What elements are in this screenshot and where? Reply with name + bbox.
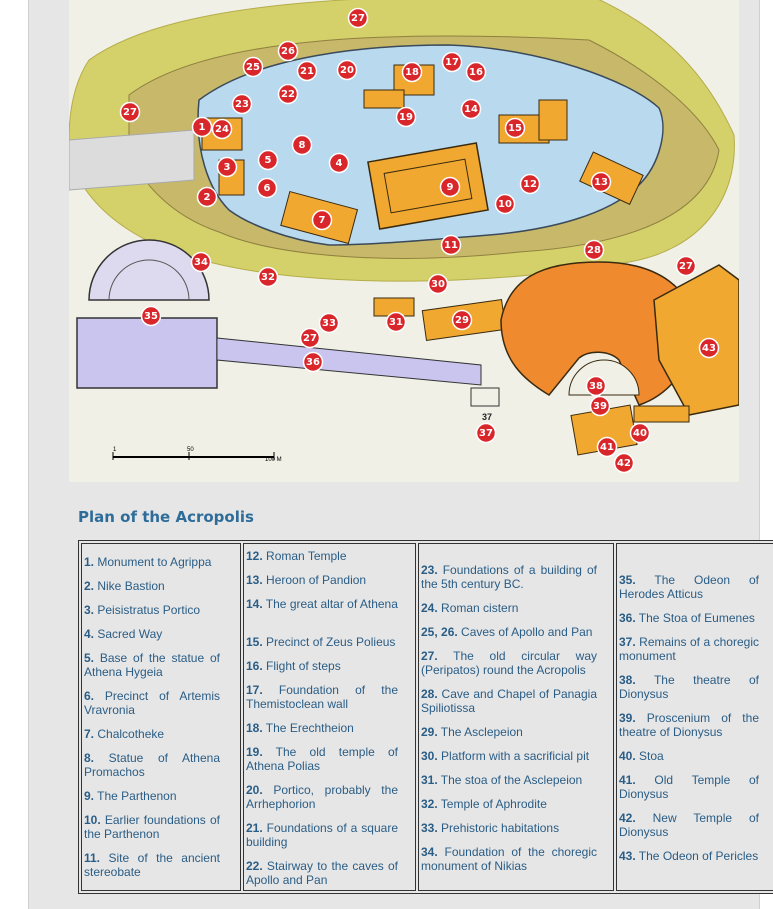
legend-entry-text: Site of the ancient stereobate (84, 851, 220, 879)
map-marker-23 (233, 95, 252, 114)
map-marker-33 (320, 314, 339, 333)
legend-entry-number: 10. (84, 813, 101, 827)
legend-entry-number: 11. (84, 851, 101, 865)
legend-entry (421, 725, 597, 739)
map-marker-41 (598, 438, 617, 457)
map-marker-label: 35 (144, 311, 158, 322)
legend-entry-number: 1. (84, 555, 95, 569)
legend-entry (84, 689, 220, 717)
map-marker-17 (443, 53, 462, 72)
map-marker-label: 9 (446, 182, 454, 193)
legend-entry-number: 2. (84, 579, 95, 593)
map-marker-3 (218, 158, 237, 177)
map-marker-label: 6 (263, 183, 271, 194)
legend-entry-text: Statue of Athena Promachos (84, 751, 220, 779)
legend-entry-text: New Temple of Dionysus (619, 811, 759, 839)
legend-entry-text: Cave and Chapel of Panagia Spiliotissa (421, 687, 597, 715)
legend-entry-text: The Erechtheion (262, 721, 354, 735)
legend-entry (246, 821, 398, 849)
legend-entry (421, 845, 597, 873)
legend-entry (84, 579, 220, 593)
legend-entry-number: 37. (619, 635, 636, 649)
legend-entry-text: Foundations of a square building (246, 821, 398, 849)
legend-entry (84, 751, 220, 779)
legend-entry-number: 14. (246, 597, 263, 611)
legend-entry-text: Old Temple of Dionysus (619, 773, 759, 801)
map-marker-label: 15 (508, 123, 522, 134)
legend-entry-number: 17. (246, 683, 263, 697)
map-marker-4 (330, 154, 349, 173)
map-marker-34 (192, 253, 211, 272)
map-marker-40 (631, 424, 650, 443)
map-marker-label: 10 (498, 199, 512, 210)
legend-entry-text: The great altar of Athena (262, 597, 398, 611)
legend-entry (421, 749, 597, 763)
map-plain-label: 37 (482, 412, 493, 422)
map-marker-27 (121, 103, 140, 122)
map-marker-18 (403, 63, 422, 82)
legend-entry-number: 41. (619, 773, 636, 787)
legend-entry-number: 13. (246, 573, 263, 587)
map-marker-label: 25 (246, 62, 260, 73)
legend-entry-number: 24. (421, 601, 438, 615)
legend-entry (421, 649, 597, 677)
map-marker-label: 37 (479, 428, 493, 439)
map-marker-35 (142, 307, 161, 326)
legend-entry (246, 745, 398, 773)
legend-entry (246, 597, 398, 611)
map-marker-26 (279, 42, 298, 61)
map-marker-label: 21 (300, 66, 314, 77)
map-marker-22 (279, 85, 298, 104)
legend-entry-number: 20. (246, 783, 263, 797)
legend-column-2 (244, 544, 415, 890)
map-marker-32 (259, 268, 278, 287)
legend-entry-text: The stoa of the Asclepeion (437, 773, 583, 787)
scale-label-mid: 50 (187, 447, 194, 453)
map-marker-27 (677, 257, 696, 276)
map-marker-16 (467, 63, 486, 82)
legend-entry (421, 687, 597, 715)
legend-entry (246, 549, 398, 563)
map-marker-11 (442, 236, 461, 255)
legend-entry-number: 22. (246, 859, 263, 873)
legend-entry-number: 12. (246, 549, 263, 563)
map-marker-label: 36 (306, 357, 320, 368)
legend-entry-text: Proscenium of the theatre of Dionysus (619, 711, 759, 739)
map-marker-12 (521, 175, 540, 194)
legend-entry (246, 659, 398, 673)
legend-entry (84, 627, 220, 641)
legend-entry-number: 40. (619, 749, 636, 763)
legend-table (78, 540, 773, 894)
legend-entry-number: 9. (84, 789, 95, 803)
legend-entry-text: Stoa (635, 749, 664, 763)
legend-entry-text: Foundation of the choregic monument of Nikias (421, 845, 597, 873)
legend-entry-text: The Parthenon (94, 789, 177, 803)
legend-entry-text: The Odeon of Herodes Atticus (619, 573, 759, 601)
map-marker-9 (441, 178, 460, 197)
map-marker-label: 18 (405, 67, 419, 78)
legend-entry-text: Chalcotheke (94, 727, 165, 741)
map-marker-label: 30 (431, 279, 445, 290)
map-marker-label: 13 (594, 177, 608, 188)
map-marker-label: 20 (340, 65, 354, 76)
legend-entry-number: 27. (421, 649, 438, 663)
acropolis-plan-map (69, 0, 739, 482)
legend-entry-text: The Stoa of Eumenes (635, 611, 755, 625)
legend-entry-text: Peisistratus Portico (94, 603, 201, 617)
legend-entry-text: Roman Temple (262, 549, 347, 563)
legend-entry-text: Precinct of Zeus Polieus (262, 635, 396, 649)
legend-entry-number: 6. (84, 689, 95, 703)
map-marker-14 (462, 100, 481, 119)
legend-entry-text: The theatre of Dionysus (619, 673, 759, 701)
map-marker-10 (496, 195, 515, 214)
legend-entry (619, 849, 759, 863)
legend-entry (246, 573, 398, 587)
legend-entry (84, 813, 220, 841)
map-marker-36 (304, 353, 323, 372)
legend-entry (421, 821, 597, 835)
map-marker-label: 27 (303, 333, 317, 344)
legend-entry-number: 19. (246, 745, 263, 759)
legend-entry-number: 30. (421, 749, 438, 763)
map-marker-27 (349, 9, 368, 28)
map-marker-label: 12 (523, 179, 537, 190)
legend-entry (421, 625, 597, 639)
map-marker-label: 2 (203, 192, 211, 203)
legend-entry-number: 5. (84, 651, 95, 665)
scale-label-end: 100 M (265, 457, 282, 463)
legend-entry (84, 851, 220, 879)
legend-entry (246, 683, 398, 711)
legend-entry (619, 749, 759, 763)
legend-entry-text: The Odeon of Pericles (635, 849, 759, 863)
map-marker-label: 23 (235, 99, 249, 110)
page-panel (28, 0, 760, 909)
map-marker-37 (477, 424, 496, 443)
map-marker-42 (615, 454, 634, 473)
map-marker-21 (298, 62, 317, 81)
legend-entry-text: Foundation of the Themistoclean wall (246, 683, 398, 711)
map-marker-20 (338, 61, 357, 80)
legend-entry-text: Heroon of Pandion (262, 573, 367, 587)
legend-entry (246, 783, 398, 811)
legend-entry-text: Remains of a choregic monument (619, 635, 759, 663)
legend-entry-number: 7. (84, 727, 95, 741)
map-marker-label: 8 (298, 140, 306, 151)
map-marker-label: 38 (589, 381, 603, 392)
legend-entry (84, 789, 220, 803)
legend-entry-number: 15. (246, 635, 263, 649)
legend-entry-text: The old temple of Athena Polias (246, 745, 398, 773)
legend-entry-number: 29. (421, 725, 438, 739)
map-marker-2 (198, 188, 217, 207)
legend-entry-number: 21. (246, 821, 263, 835)
legend-entry (246, 859, 398, 887)
map-marker-label: 42 (617, 458, 631, 469)
map-marker-6 (258, 179, 277, 198)
map-marker-7 (313, 211, 332, 230)
legend-entry-text: The Asclepeion (437, 725, 523, 739)
legend-entry (421, 601, 597, 615)
legend-entry-number: 23. (421, 563, 438, 577)
legend-entry (619, 573, 759, 601)
legend-entry (619, 673, 759, 701)
legend-entry-text: Caves of Apollo and Pan (457, 625, 593, 639)
legend-entry-text: Sacred Way (94, 627, 163, 641)
legend-column-3 (419, 544, 613, 890)
page-title: Plan of the Acropolis (78, 508, 254, 526)
map-marker-label: 24 (215, 124, 229, 135)
map-marker-25 (244, 58, 263, 77)
map-marker-13 (592, 173, 611, 192)
map-marker-1 (193, 118, 212, 137)
map-marker-label: 31 (389, 317, 403, 328)
map-marker-label: 19 (399, 112, 413, 123)
legend-entry-text: Flight of steps (262, 659, 341, 673)
map-marker-label: 1 (198, 122, 206, 133)
map-marker-label: 11 (444, 240, 458, 251)
legend-entry-number: 33. (421, 821, 438, 835)
legend-entry-number: 36. (619, 611, 636, 625)
map-marker-label: 28 (587, 245, 601, 256)
map-marker-label: 39 (593, 401, 607, 412)
map-marker-31 (387, 313, 406, 332)
map-marker-27 (301, 329, 320, 348)
map-marker-label: 14 (464, 104, 478, 115)
map-marker-label: 26 (281, 46, 295, 57)
legend-entry-text: Temple of Aphrodite (437, 797, 547, 811)
legend-entry (619, 811, 759, 839)
legend-entry-number: 4. (84, 627, 95, 641)
map-marker-label: 41 (600, 442, 614, 453)
legend-entry-number: 28. (421, 687, 438, 701)
legend-entry-number: 38. (619, 673, 636, 687)
legend-entry-text: The old circular way (Peripatos) round the Acropolis (421, 649, 597, 677)
legend-entry-text: Prehistoric habitations (437, 821, 560, 835)
map-marker-label: 16 (469, 67, 483, 78)
map-marker-43 (700, 339, 719, 358)
legend-entry-number: 25, 26. (421, 625, 458, 639)
map-marker-39 (591, 397, 610, 416)
map-marker-label: 40 (633, 428, 647, 439)
map-marker-label: 5 (264, 155, 272, 166)
map-drawing (69, 0, 739, 482)
map-marker-label: 29 (455, 315, 469, 326)
map-marker-label: 27 (679, 261, 693, 272)
legend-entry-number: 8. (84, 751, 95, 765)
legend-entry (84, 555, 220, 569)
legend-entry-text: Platform with a sacrificial pit (437, 749, 590, 763)
legend-entry-number: 34. (421, 845, 438, 859)
legend-entry (246, 635, 398, 649)
map-marker-5 (259, 151, 278, 170)
map-marker-label: 43 (702, 343, 716, 354)
legend-entry-number: 3. (84, 603, 95, 617)
legend-column-1 (82, 544, 240, 890)
legend-entry-text: Precinct of Artemis Vravronia (84, 689, 220, 717)
map-marker-30 (429, 275, 448, 294)
legend-entry-number: 32. (421, 797, 438, 811)
map-marker-28 (585, 241, 604, 260)
legend-entry (619, 773, 759, 801)
map-marker-label: 4 (335, 158, 343, 169)
legend-entry (84, 603, 220, 617)
legend-entry (421, 797, 597, 811)
legend-entry-number: 18. (246, 721, 263, 735)
legend-entry-number: 16. (246, 659, 263, 673)
legend-entry-text: Stairway to the caves of Apollo and Pan (246, 859, 398, 887)
map-marker-24 (213, 120, 232, 139)
legend-entry (421, 773, 597, 787)
map-marker-15 (506, 119, 525, 138)
legend-entry-number: 43. (619, 849, 636, 863)
map-marker-label: 34 (194, 257, 208, 268)
legend-entry-text: Earlier foundations of the Parthenon (84, 813, 220, 841)
map-marker-label: 27 (351, 13, 365, 24)
map-marker-29 (453, 311, 472, 330)
map-marker-38 (587, 377, 606, 396)
map-marker-label: 32 (261, 272, 275, 283)
legend-entry-text: Roman cistern (437, 601, 519, 615)
legend-entry-number: 35. (619, 573, 636, 587)
legend-entry (246, 721, 398, 735)
legend-entry (619, 611, 759, 625)
map-marker-label: 22 (281, 89, 295, 100)
legend-entry-number: 42. (619, 811, 636, 825)
legend-entry-text: Monument to Agrippa (94, 555, 212, 569)
legend-entry-text: Base of the statue of Athena Hygeia (84, 651, 220, 679)
map-marker-19 (397, 108, 416, 127)
legend-entry-number: 31. (421, 773, 438, 787)
legend-entry-text: Nike Bastion (94, 579, 165, 593)
legend-entry (619, 711, 759, 739)
map-marker-label: 33 (322, 318, 336, 329)
legend-entry (421, 563, 597, 591)
legend-entry-text: Foundations of a building of the 5th century BC. (421, 563, 597, 591)
map-marker-label: 7 (318, 215, 326, 226)
map-marker-label: 27 (123, 107, 137, 118)
legend-column-4 (617, 544, 773, 890)
map-marker-label: 17 (445, 57, 459, 68)
legend-entry-number: 39. (619, 711, 636, 725)
map-marker-8 (293, 136, 312, 155)
legend-entry (84, 727, 220, 741)
legend-entry (84, 651, 220, 679)
scale-label-start: 1 (113, 447, 117, 453)
map-marker-label: 3 (223, 162, 231, 173)
legend-entry (619, 635, 759, 663)
legend-entry-text: Portico, probably the Arrhephorion (246, 783, 398, 811)
